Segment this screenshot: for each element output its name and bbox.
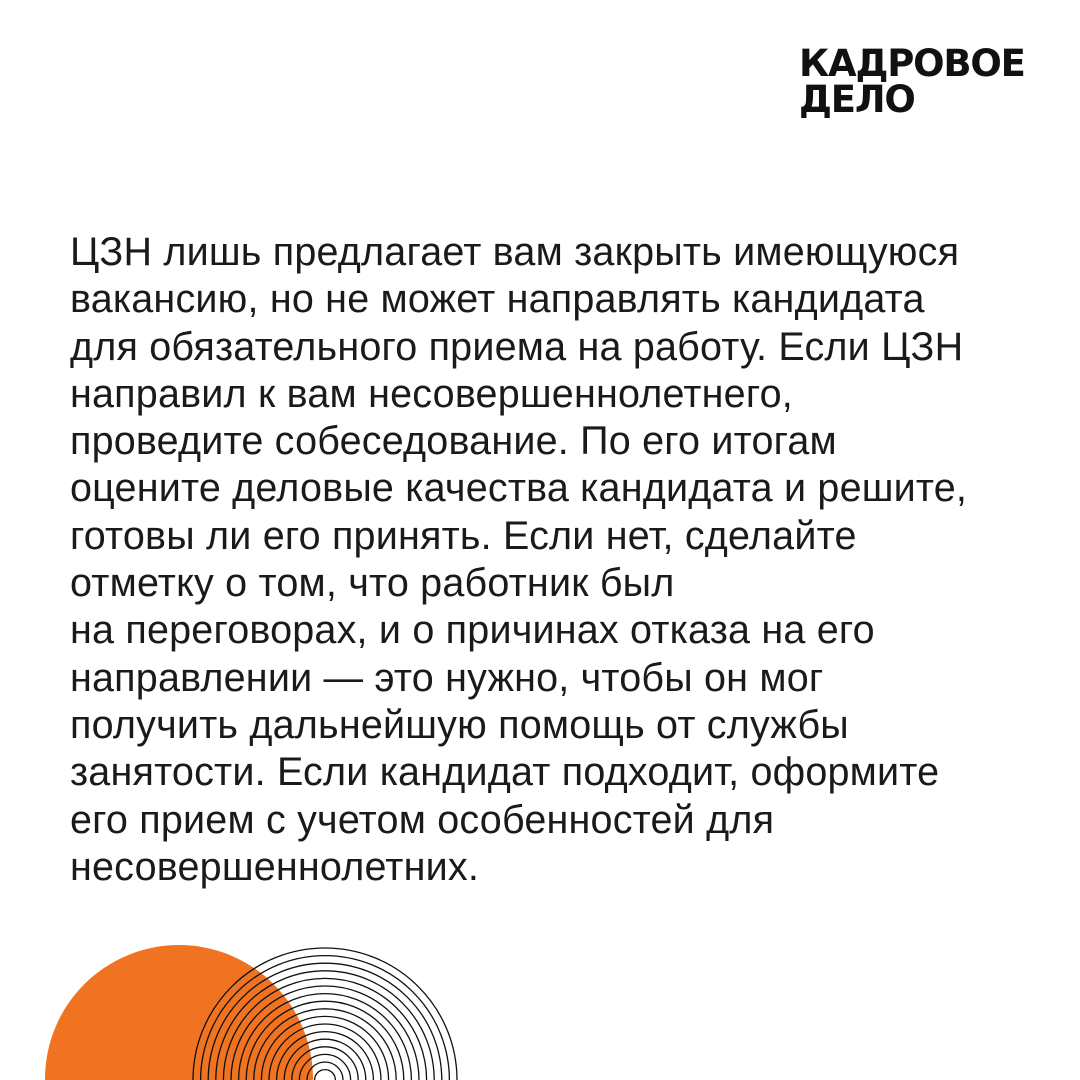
ring-shape: [216, 971, 434, 1080]
text-line: отметку о том, что работник был: [70, 561, 675, 606]
text-line: занятости. Если кандидат подходит, оформите: [70, 750, 940, 795]
text-line: несовершеннолетних.: [70, 844, 480, 889]
ring-shape: [269, 1024, 381, 1080]
ring-shape: [246, 1001, 404, 1080]
logo-line-2: ДЕЛО: [799, 78, 915, 121]
ring-shape: [231, 986, 419, 1080]
text-line: направил к вам несовершеннолетнего,: [70, 371, 793, 416]
orange-circle-shape: [45, 945, 313, 1080]
ring-shape: [223, 978, 426, 1080]
ring-shape: [201, 956, 450, 1080]
text-line: вакансию, но не может направлять кандидата: [70, 277, 925, 322]
ring-shape: [193, 948, 457, 1080]
ring-shape: [239, 994, 412, 1080]
ring-shape: [277, 1032, 374, 1080]
text-line: получить дальнейшую помощь от службы: [70, 702, 849, 747]
ring-shape: [307, 1062, 343, 1080]
text-line: для обязательного приема на работу. Если ЦЗН: [70, 324, 964, 369]
brand-logo: [799, 42, 1025, 121]
text-line: на переговорах, и о причинах отказа на его: [70, 608, 875, 653]
text-line: его прием с учетом особенностей для: [70, 797, 775, 842]
ring-shape: [315, 1070, 336, 1080]
text-line: проведите собеседование. По его итогам: [70, 419, 837, 464]
logo-line-1: КАДРОВОЕ: [799, 42, 1025, 85]
ring-shape: [261, 1016, 388, 1080]
concentric-rings-shape: [193, 948, 457, 1080]
text-line: готовы ли его принять. Если нет, сделайте: [70, 513, 857, 558]
ring-shape: [292, 1047, 358, 1080]
main-text: [70, 229, 1030, 891]
text-line: оцените деловые качества кандидата и решите,: [70, 466, 968, 511]
ring-shape: [299, 1054, 350, 1080]
ring-shape: [254, 1009, 396, 1080]
ring-shape: [208, 963, 442, 1080]
ring-shape: [284, 1039, 366, 1080]
text-line: ЦЗН лишь предлагает вам закрыть имеющуюся: [70, 230, 960, 274]
text-line: направлении — это нужно, чтобы он мог: [70, 655, 824, 700]
